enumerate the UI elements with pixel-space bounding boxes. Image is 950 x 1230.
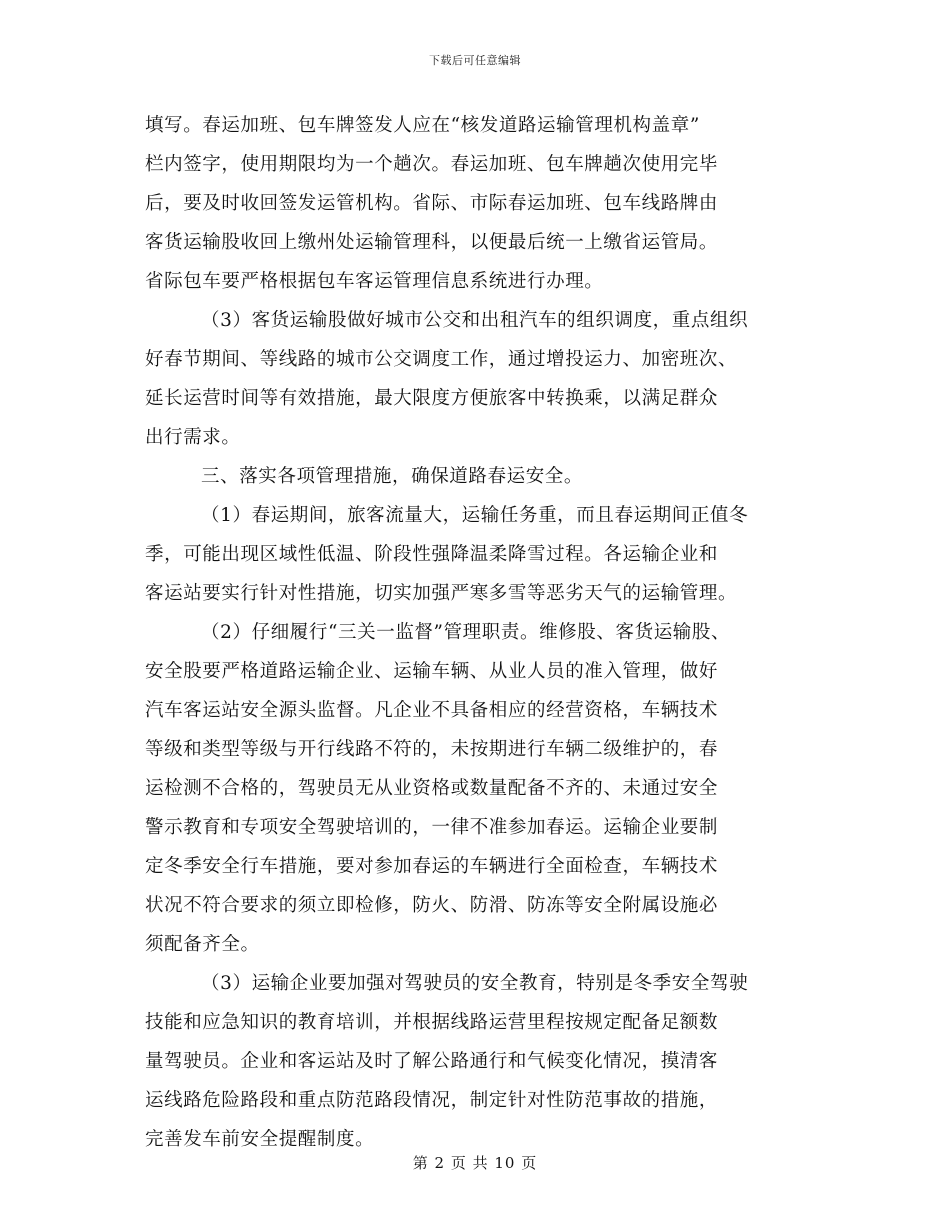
- text-line: 好春节期间、等线路的城市公交调度工作，通过增投运力、加密班次、: [145, 349, 738, 370]
- text-line: 延长运营时间等有效措施，最大限度方便旅客中转换乘，以满足群众: [145, 388, 719, 409]
- text-line: 运线路危险路段和重点防范路段情况，制定针对性防范事故的措施，: [145, 1090, 719, 1111]
- page-footer: 第 2 页 共 10 页: [412, 1154, 538, 1172]
- text-line: 运检测不合格的，驾驶员无从业资格或数量配备不齐的、未通过安全: [145, 778, 719, 799]
- text-line: 栏内签字，使用期限均为一个趟次。春运加班、包车牌趟次使用完毕: [145, 154, 719, 175]
- text-line: （1）春运期间，旅客流量大，运输任务重，而且春运期间正值冬: [201, 505, 749, 526]
- text-line: 客货运输股收回上缴州处运输管理科，以便最后统一上缴省运管局。: [145, 232, 719, 253]
- text-line: 须配备齐全。: [145, 934, 260, 955]
- text-line: （3）客货运输股做好城市公交和出租汽车的组织调度，重点组织: [201, 310, 749, 331]
- text-line: 完善发车前安全提醒制度。: [145, 1129, 375, 1150]
- text-line: （3）运输企业要加强对驾驶员的安全教育，特别是冬季安全驾驶: [201, 973, 749, 994]
- text-line: 等级和类型等级与开行线路不符的，未按期进行车辆二级维护的，春: [145, 739, 719, 760]
- text-line: 警示教育和专项安全驾驶培训的，一律不准参加春运。运输企业要制: [145, 817, 719, 838]
- text-line: 汽车客运站安全源头监督。凡企业不具备相应的经营资格，车辆技术: [145, 700, 719, 721]
- text-line: 填写。春运加班、包车牌签发人应在“核发道路运输管理机构盖章”: [145, 115, 700, 136]
- text-line: 季，可能出现区域性低温、阶段性强降温柔降雪过程。各运输企业和: [145, 544, 719, 565]
- text-line: 出行需求。: [145, 427, 241, 448]
- text-line: 技能和应急知识的教育培训，并根据线路运营里程按规定配备足额数: [145, 1012, 719, 1033]
- text-line: 定冬季安全行车措施，要对参加春运的车辆进行全面检查，车辆技术: [145, 856, 719, 877]
- text-line: 后，要及时收回签发运管机构。省际、市际春运加班、包车线路牌由: [145, 193, 719, 214]
- text-line: （2）仔细履行“三关一监督”管理职责。维修股、客货运输股、: [201, 622, 731, 643]
- text-line: 状况不符合要求的须立即检修，防火、防滑、防冻等安全附属设施必: [145, 895, 719, 916]
- page-header: 下载后可任意编辑: [429, 54, 521, 67]
- text-line: 三、落实各项管理措施，确保道路春运安全。: [201, 466, 584, 487]
- text-line: 客运站要实行针对性措施，切实加强严寒多雪等恶劣天气的运输管理。: [145, 583, 738, 604]
- text-line: 量驾驶员。企业和客运站及时了解公路通行和气候变化情况，摸清客: [145, 1051, 719, 1072]
- document-body: [145, 106, 805, 1159]
- text-line: 安全股要严格道路运输企业、运输车辆、从业人员的准入管理，做好: [145, 661, 719, 682]
- text-line: 省际包车要严格根据包车客运管理信息系统进行办理。: [145, 271, 604, 292]
